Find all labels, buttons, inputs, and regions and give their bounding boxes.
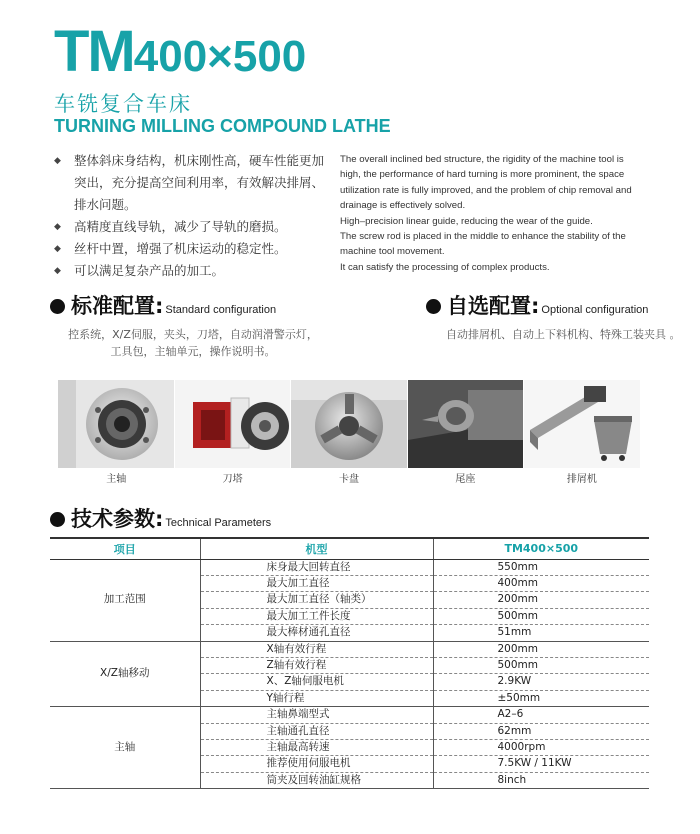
optional-config-text: 自动排屑机、自动上下料机构、特殊工装夹具 。 xyxy=(446,328,681,341)
features-en-list xyxy=(340,152,640,275)
param-label: 床身最大回转直径 xyxy=(200,559,433,575)
standard-config-text: 控系统，X/Z伺服，夹头，刀塔，自动润滑警示灯，工具包，主轴单元，操作说明书。 xyxy=(68,328,318,358)
param-value: 8inch xyxy=(433,772,649,788)
model-prefix: TM xyxy=(54,19,134,84)
param-value: 550mm xyxy=(433,559,649,575)
photo-caption: 尾座 xyxy=(455,474,476,485)
group-cell: 主轴 xyxy=(50,707,200,789)
param-value: 500mm xyxy=(433,657,649,673)
turret-photo xyxy=(175,380,291,468)
param-label: 主轴最高转速 xyxy=(200,739,433,755)
param-value: 400mm xyxy=(433,575,649,591)
param-label: Z轴有效行程 xyxy=(200,657,433,673)
feature-cn-item: ◆ 整体斜床身结构，机床刚性高，硬车性能更加突出，充分提高空间利用率，有效解决排屑、排水问题。 xyxy=(52,150,330,216)
optional-config-title-en: Optional configuration xyxy=(541,304,649,316)
header-model: 机型 xyxy=(200,538,433,559)
header-model-name: TM400×500 xyxy=(433,538,649,559)
header-item: 项目 xyxy=(50,538,200,559)
param-value: 200mm xyxy=(433,592,649,608)
photo-caption: 主轴 xyxy=(106,474,127,485)
model-number: 400×500 xyxy=(133,32,307,81)
chuck-photo xyxy=(291,380,407,468)
group-cell: X/Z轴移动 xyxy=(50,641,200,707)
param-value: 200mm xyxy=(433,641,649,657)
param-label: 最大加工直径（轴类） xyxy=(200,592,433,608)
param-value: 62mm xyxy=(433,723,649,739)
table-row xyxy=(50,559,649,575)
photo-caption: 排屑机 xyxy=(566,474,597,485)
param-value: 51mm xyxy=(433,625,649,641)
model-title xyxy=(54,18,306,85)
bullet-dot-icon xyxy=(50,299,65,314)
table-header-row xyxy=(50,538,649,559)
param-label: X、Z轴伺服电机 xyxy=(200,674,433,690)
param-value: A2–6 xyxy=(433,707,649,723)
param-label: 主轴鼻端型式 xyxy=(200,707,433,723)
tech-params-heading xyxy=(50,503,271,533)
optional-config-heading xyxy=(426,290,648,320)
feature-en-item: The screw rod is placed in the middle to enhance the stability of the machine tool movement. xyxy=(340,231,626,258)
standard-config-title-en: Standard configuration xyxy=(165,304,277,316)
standard-config-heading xyxy=(50,290,276,320)
bullet-dot-icon xyxy=(426,299,441,314)
tech-params-title-en: Technical Parameters xyxy=(165,517,272,529)
standard-config-title-cn: 标准配置: xyxy=(71,294,164,318)
tailstock-photo xyxy=(408,380,524,468)
param-value: 7.5KW / 11KW xyxy=(433,756,649,772)
product-name-en: TURNING MILLING COMPOUND LATHE xyxy=(54,116,391,136)
param-label: 推荐使用伺服电机 xyxy=(200,756,433,772)
optional-config-title-cn: 自选配置: xyxy=(447,294,540,318)
param-value: 2.9KW xyxy=(433,674,649,690)
spindle-photo xyxy=(58,380,174,468)
param-value: ±50mm xyxy=(433,690,649,706)
param-label: Y轴行程 xyxy=(200,690,433,706)
param-label: 最大加工直径 xyxy=(200,575,433,591)
group-cell: 加工范围 xyxy=(50,559,200,641)
photo-caption: 刀塔 xyxy=(222,474,243,485)
param-label: 最大棒材通孔直径 xyxy=(200,625,433,641)
product-name-cn: 车铣复合车床 xyxy=(54,92,192,116)
features-cn-list xyxy=(52,150,330,282)
chip-conveyor-photo xyxy=(524,380,640,468)
feature-en-item: High–precision linear guide, reducing the wear of the guide. xyxy=(340,215,593,227)
photo-caption: 卡盘 xyxy=(339,474,360,485)
feature-cn-item: ◆ 可以满足复杂产品的加工。 xyxy=(52,260,330,282)
feature-cn-item: ◆ 丝杆中置，增强了机床运动的稳定性。 xyxy=(52,238,330,260)
table-row xyxy=(50,707,649,723)
bullet-dot-icon xyxy=(50,512,65,527)
param-label: 最大加工工件长度 xyxy=(200,608,433,624)
param-label: X轴有效行程 xyxy=(200,641,433,657)
feature-cn-item: ◆ 高精度直线导轨，减少了导轨的磨损。 xyxy=(52,216,330,238)
param-value: 4000rpm xyxy=(433,739,649,755)
param-label: 主轴通孔直径 xyxy=(200,723,433,739)
param-label: 筒夹及回转油缸规格 xyxy=(200,772,433,788)
feature-en-item: The overall inclined bed structure, the rigidity of the machine tool is high, the performance of hard turning is more prominent, the space utilization rate is fully improved, and the problem of chip removal and drainage is effectively solved. xyxy=(340,154,632,212)
component-photo-strip xyxy=(58,380,640,468)
table-row xyxy=(50,641,649,657)
tech-params-title-cn: 技术参数: xyxy=(71,507,164,531)
param-value: 500mm xyxy=(433,608,649,624)
tech-params-table xyxy=(50,537,649,789)
photo-captions xyxy=(58,470,640,485)
feature-en-item: It can satisfy the processing of complex products. xyxy=(340,261,550,273)
